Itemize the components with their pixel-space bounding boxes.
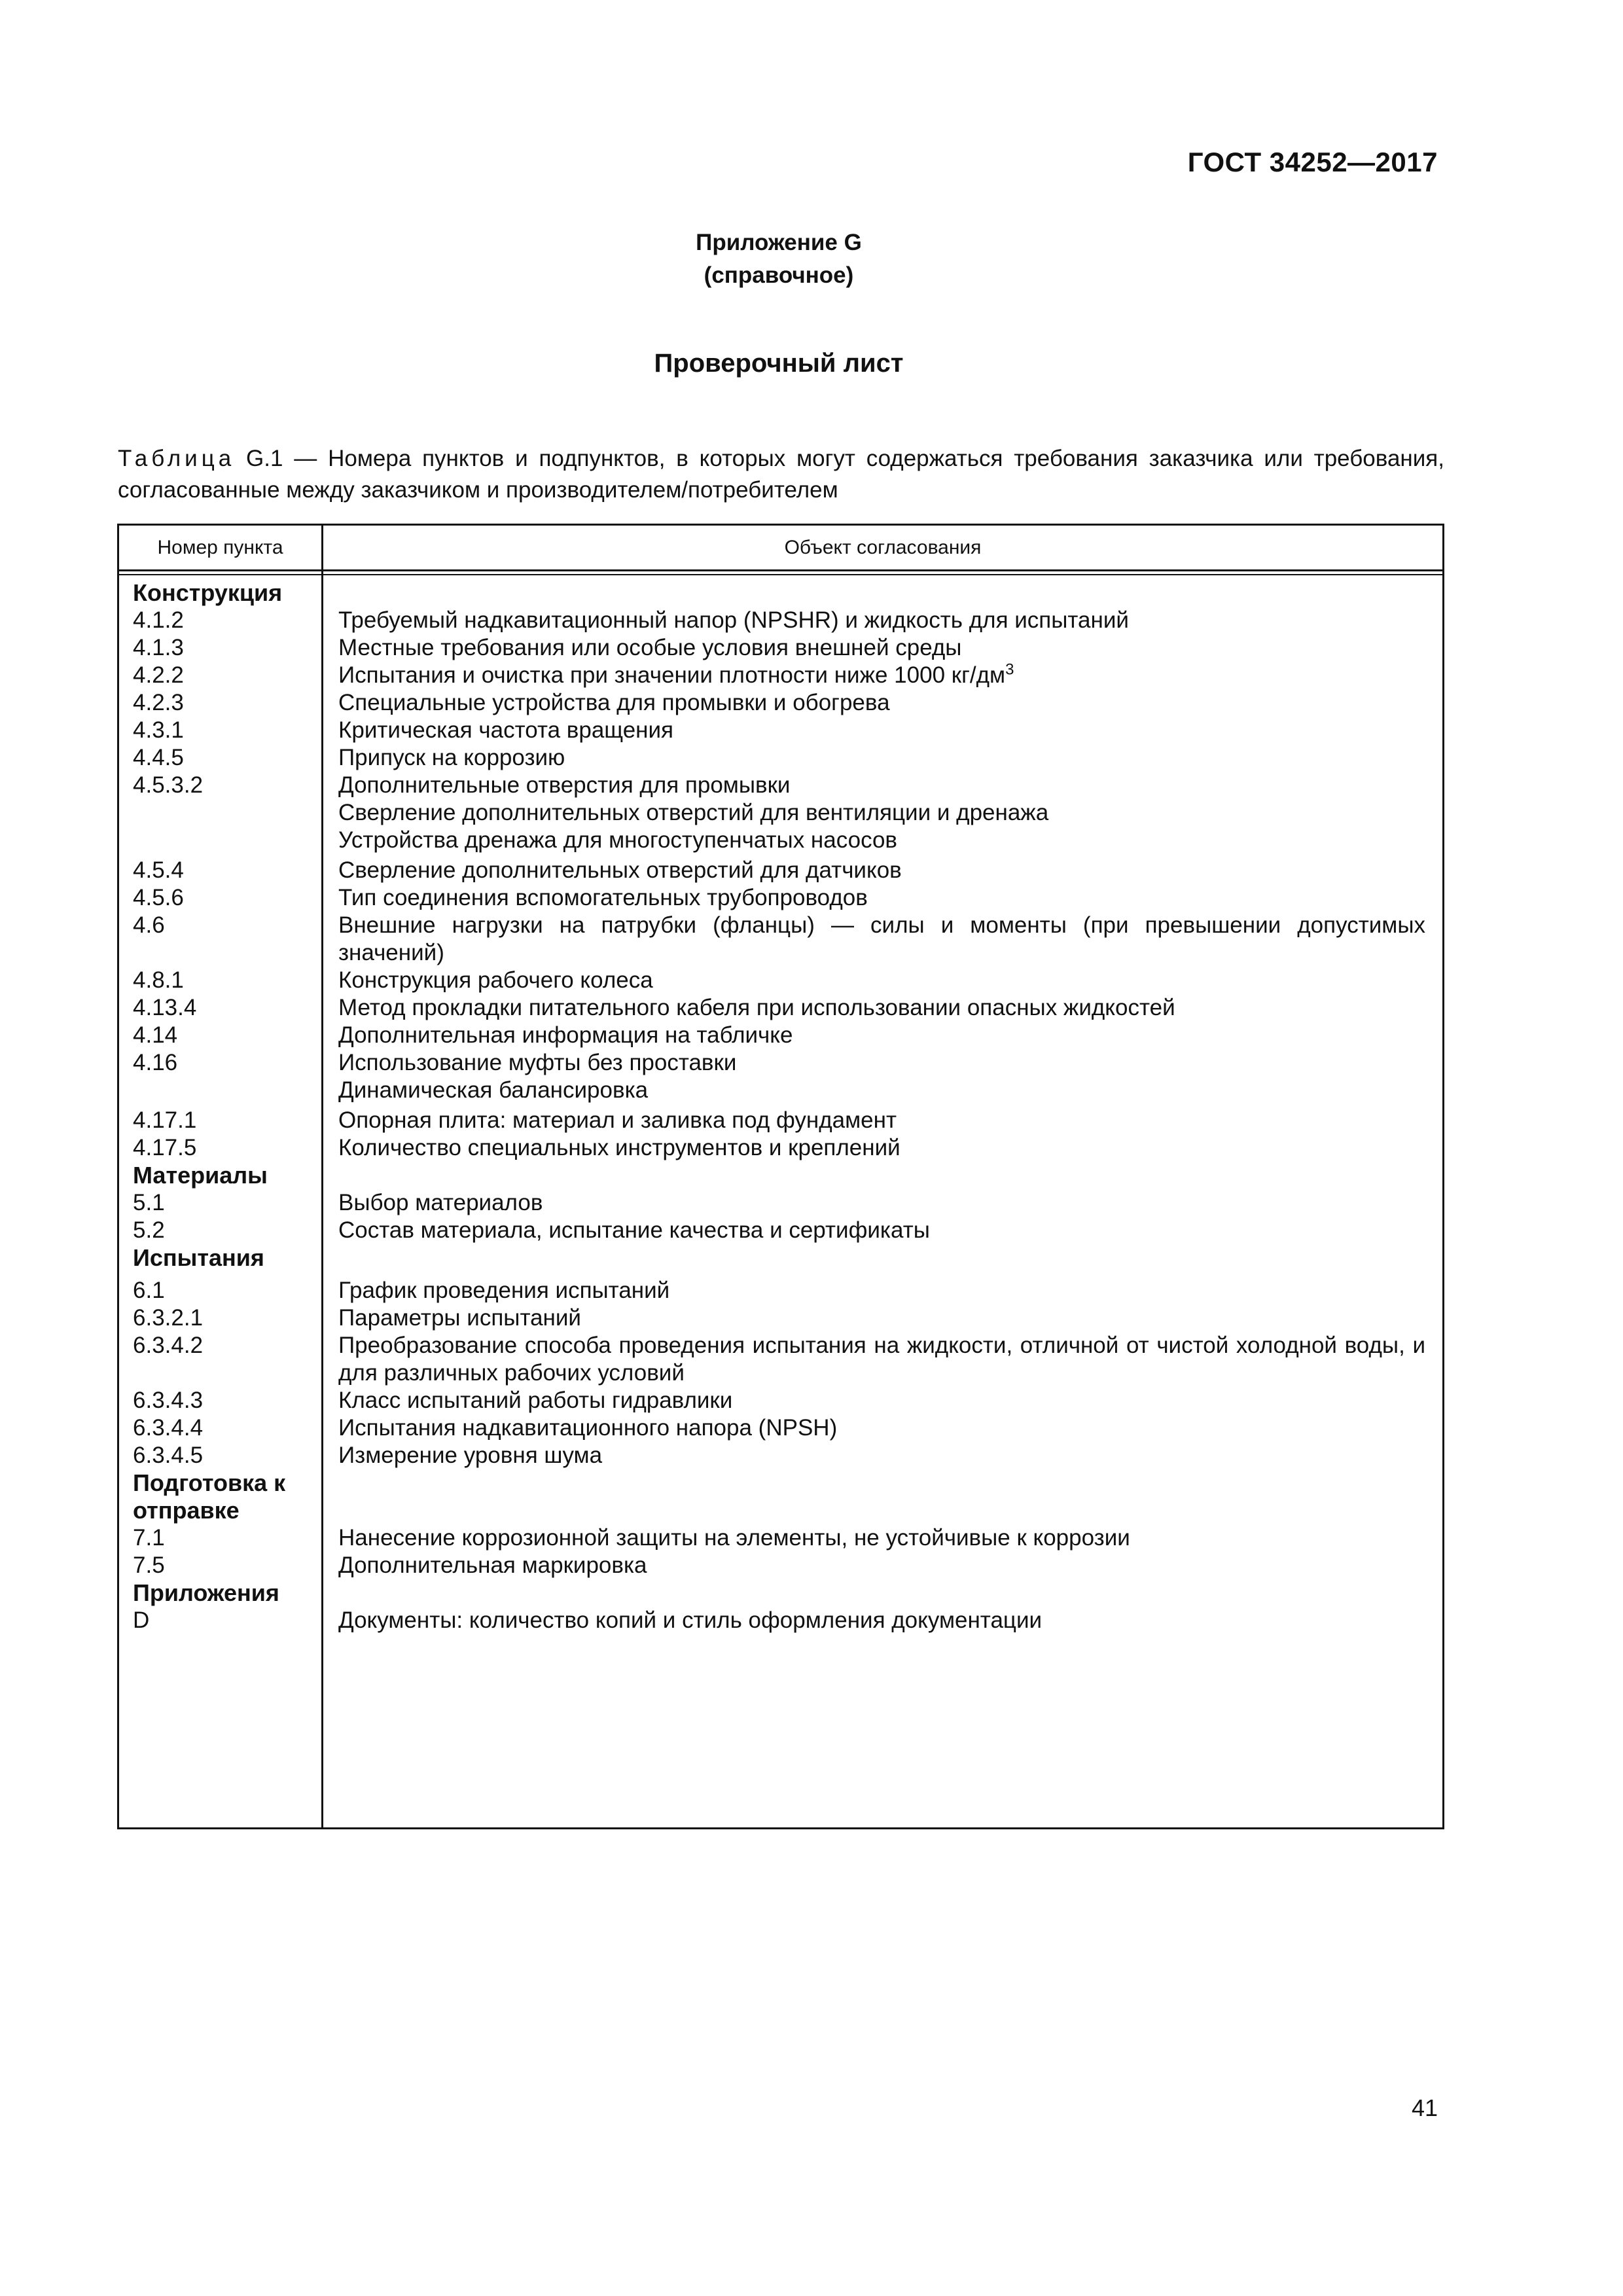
agreement-object-line: Динамическая балансировка — [338, 1077, 649, 1103]
table-row — [119, 1277, 1442, 1304]
agreement-object-line: Дополнительная маркировка — [338, 1552, 647, 1578]
agreement-object-line: Метод прокладки питательного кабеля при использовании опасных жидкостей — [338, 995, 1175, 1020]
section-title: Подготовка к отправке — [133, 1469, 286, 1524]
table-caption-text: — Номера пунктов и подпунктов, в которых могут содержаться требования заказчика или требования, согласованные между заказчиком и производителем/потребителем — [118, 446, 1444, 503]
agreement-object-line: Класс испытаний работы гидравлики — [338, 1388, 733, 1413]
clause-number: 4.4.5 — [133, 745, 184, 770]
clause-number: 6.3.4.2 — [133, 1333, 204, 1358]
annex-heading — [118, 226, 1440, 292]
section-title: Испытания — [133, 1244, 264, 1271]
agreement-object — [321, 1607, 1442, 1634]
table-caption-label: Таблица — [118, 446, 236, 471]
table-body — [119, 579, 1442, 1634]
annex-title: Проверочный лист — [654, 349, 904, 378]
table-row — [119, 1414, 1442, 1442]
agreement-object-line: Специальные устройства для промывки и обогрева — [338, 690, 890, 715]
agreement-object — [321, 634, 1442, 662]
table-row — [119, 1049, 1442, 1107]
agreement-object-line: Местные требования или особые условия внешней среды — [338, 635, 962, 660]
agreement-object-line: Использование муфты без проставки — [338, 1050, 737, 1075]
clause-number: 4.5.6 — [133, 885, 184, 910]
clause-number: 5.2 — [133, 1217, 165, 1243]
clause-number: 7.1 — [133, 1525, 165, 1551]
agreement-object — [321, 912, 1442, 967]
clause-number: 4.5.3.2 — [133, 772, 204, 798]
table-row — [119, 1442, 1442, 1469]
agreement-object-line: Испытания и очистка при значении плотности ниже 1000 $кг/дм^3$ — [338, 660, 1014, 688]
agreement-object — [321, 689, 1442, 717]
agreement-object-line: График проведения испытаний — [338, 1278, 670, 1303]
column-header-object: Объект согласования — [784, 537, 982, 558]
table-row — [119, 1524, 1442, 1552]
table-row — [119, 1332, 1442, 1387]
table-row — [119, 689, 1442, 717]
agreement-object-line: Сверление дополнительных отверстий для вентиляции и дренажа — [338, 800, 1049, 825]
clause-number: D — [133, 1607, 150, 1633]
agreement-object-line: Сверление дополнительных отверстий для датчиков — [338, 857, 902, 883]
agreement-object-line: Устройства дренажа для многоступенчатых насосов — [338, 827, 898, 853]
clause-number: 4.14 — [133, 1022, 178, 1048]
superscript: 3 — [1005, 660, 1014, 679]
annex-status: (справочное) — [704, 262, 854, 288]
table-header-divider — [117, 569, 1444, 571]
clause-number: 7.5 — [133, 1552, 165, 1578]
table-section-row — [119, 1162, 1442, 1189]
table-row — [119, 1304, 1442, 1332]
clause-number: 4.6 — [133, 912, 165, 938]
table-row — [119, 994, 1442, 1022]
table-row — [119, 607, 1442, 634]
agreement-object-line: Измерение уровня шума — [338, 1443, 603, 1468]
agreement-object-line: Опорная плита: материал и заливка под фундамент — [338, 1107, 897, 1133]
table-row — [119, 1607, 1442, 1634]
table-row — [119, 717, 1442, 744]
clause-number: 6.3.4.4 — [133, 1415, 204, 1441]
table-row — [119, 1134, 1442, 1162]
agreement-object-line: Параметры испытаний — [338, 1305, 581, 1331]
clause-number: 4.8.1 — [133, 967, 184, 993]
agreement-object — [321, 744, 1442, 772]
clause-number: 4.2.3 — [133, 690, 184, 715]
table-caption — [118, 443, 1444, 506]
agreement-object — [321, 1022, 1442, 1049]
table-header-divider-double — [117, 574, 1444, 575]
agreement-object — [321, 717, 1442, 744]
agreement-object — [321, 1552, 1442, 1579]
page-number: 41 — [1411, 2094, 1438, 2121]
agreement-object-line: Документы: количество копий и стиль оформления документации — [338, 1607, 1043, 1633]
agreement-object — [321, 1189, 1442, 1217]
table-row — [119, 1552, 1442, 1579]
agreement-object-line: Нанесение коррозионной защиты на элементы, не устойчивые к коррозии — [338, 1525, 1130, 1551]
clause-number: 4.1.2 — [133, 607, 184, 633]
agreement-object — [321, 1107, 1442, 1134]
section-title: Приложения — [133, 1579, 279, 1606]
agreement-object-line: Тип соединения вспомогательных трубопроводов — [338, 885, 868, 910]
agreement-object-line: Конструкция рабочего колеса — [338, 967, 653, 993]
table-row — [119, 884, 1442, 912]
clause-number: 4.1.3 — [133, 635, 184, 660]
table-row — [119, 1217, 1442, 1244]
clause-number: 4.13.4 — [133, 995, 197, 1020]
clause-number: 4.2.2 — [133, 662, 184, 688]
table-row — [119, 857, 1442, 884]
table-section-row — [119, 1469, 1442, 1524]
agreement-object — [321, 857, 1442, 884]
clause-number: 6.3.2.1 — [133, 1305, 204, 1331]
table-row — [119, 912, 1442, 967]
agreement-object-line: Преобразование способа проведения испытания на жидкости, отличной от чистой холодной воды, и для различных рабочих условий — [338, 1333, 1425, 1386]
clause-number: 6.3.4.3 — [133, 1388, 204, 1413]
section-title: Конструкция — [133, 579, 283, 606]
agreement-object — [321, 662, 1442, 689]
agreement-object — [321, 967, 1442, 994]
table-row — [119, 744, 1442, 772]
agreement-object-line: Требуемый надкавитационный напор (NPSHR) и жидкость для испытаний — [338, 607, 1129, 633]
table-row — [119, 1189, 1442, 1217]
agreement-object — [321, 1332, 1442, 1387]
agreement-object-line: Испытания надкавитационного напора (NPSH) — [338, 1415, 838, 1441]
agreement-object — [321, 1524, 1442, 1552]
agreement-object-line: Припуск на коррозию — [338, 745, 565, 770]
agreement-object — [321, 1414, 1442, 1442]
agreement-object — [321, 1217, 1442, 1244]
agreement-object — [321, 1579, 1442, 1607]
agreement-object — [321, 1134, 1442, 1162]
clause-number: 4.16 — [133, 1050, 178, 1075]
table-section-row — [119, 1579, 1442, 1607]
clause-number: 6.1 — [133, 1278, 165, 1303]
agreement-object-line: Количество специальных инструментов и креплений — [338, 1135, 901, 1160]
table-row — [119, 772, 1442, 857]
table-row — [119, 1107, 1442, 1134]
agreement-object-line: Дополнительная информация на табличке — [338, 1022, 793, 1048]
agreement-object-line: Состав материала, испытание качества и сертификаты — [338, 1217, 930, 1243]
agreement-object-line: Выбор материалов — [338, 1190, 543, 1215]
section-title: Материалы — [133, 1162, 268, 1189]
clause-number: 4.3.1 — [133, 717, 184, 743]
clause-number: 4.5.4 — [133, 857, 184, 883]
agreement-object — [321, 1304, 1442, 1332]
agreement-object — [321, 1387, 1442, 1414]
standard-number: ГОСТ 34252—2017 — [1187, 147, 1438, 177]
table-row — [119, 967, 1442, 994]
column-header-code: Номер пункта — [157, 537, 283, 558]
clause-number: 4.17.5 — [133, 1135, 197, 1160]
clause-number: 5.1 — [133, 1190, 165, 1215]
clause-number: 6.3.4.5 — [133, 1443, 204, 1468]
agreement-object — [321, 1049, 1442, 1104]
agreement-object — [321, 579, 1442, 607]
table-row — [119, 1387, 1442, 1414]
table-section-row — [119, 579, 1442, 607]
annex-name: Приложение G — [696, 230, 862, 255]
agreement-object — [321, 1162, 1442, 1189]
agreement-object — [321, 1469, 1442, 1524]
clause-number: 4.17.1 — [133, 1107, 197, 1133]
agreement-object — [321, 994, 1442, 1022]
agreement-object-line: Дополнительные отверстия для промывки — [338, 772, 791, 798]
table-row — [119, 662, 1442, 689]
table-caption-number: G.1 — [246, 446, 283, 471]
agreement-object — [321, 607, 1442, 634]
agreement-object — [321, 1442, 1442, 1469]
agreement-object-line: Критическая частота вращения — [338, 717, 673, 743]
agreement-object — [321, 884, 1442, 912]
agreement-object — [321, 1244, 1442, 1272]
table-section-row — [119, 1244, 1442, 1277]
agreement-object — [321, 1277, 1442, 1304]
agreement-object-line: Внешние нагрузки на патрубки (фланцы) — силы и моменты (при превышении допустимых значений) — [338, 912, 1425, 965]
agreement-object — [321, 772, 1442, 854]
table-row — [119, 634, 1442, 662]
table-row — [119, 1022, 1442, 1049]
